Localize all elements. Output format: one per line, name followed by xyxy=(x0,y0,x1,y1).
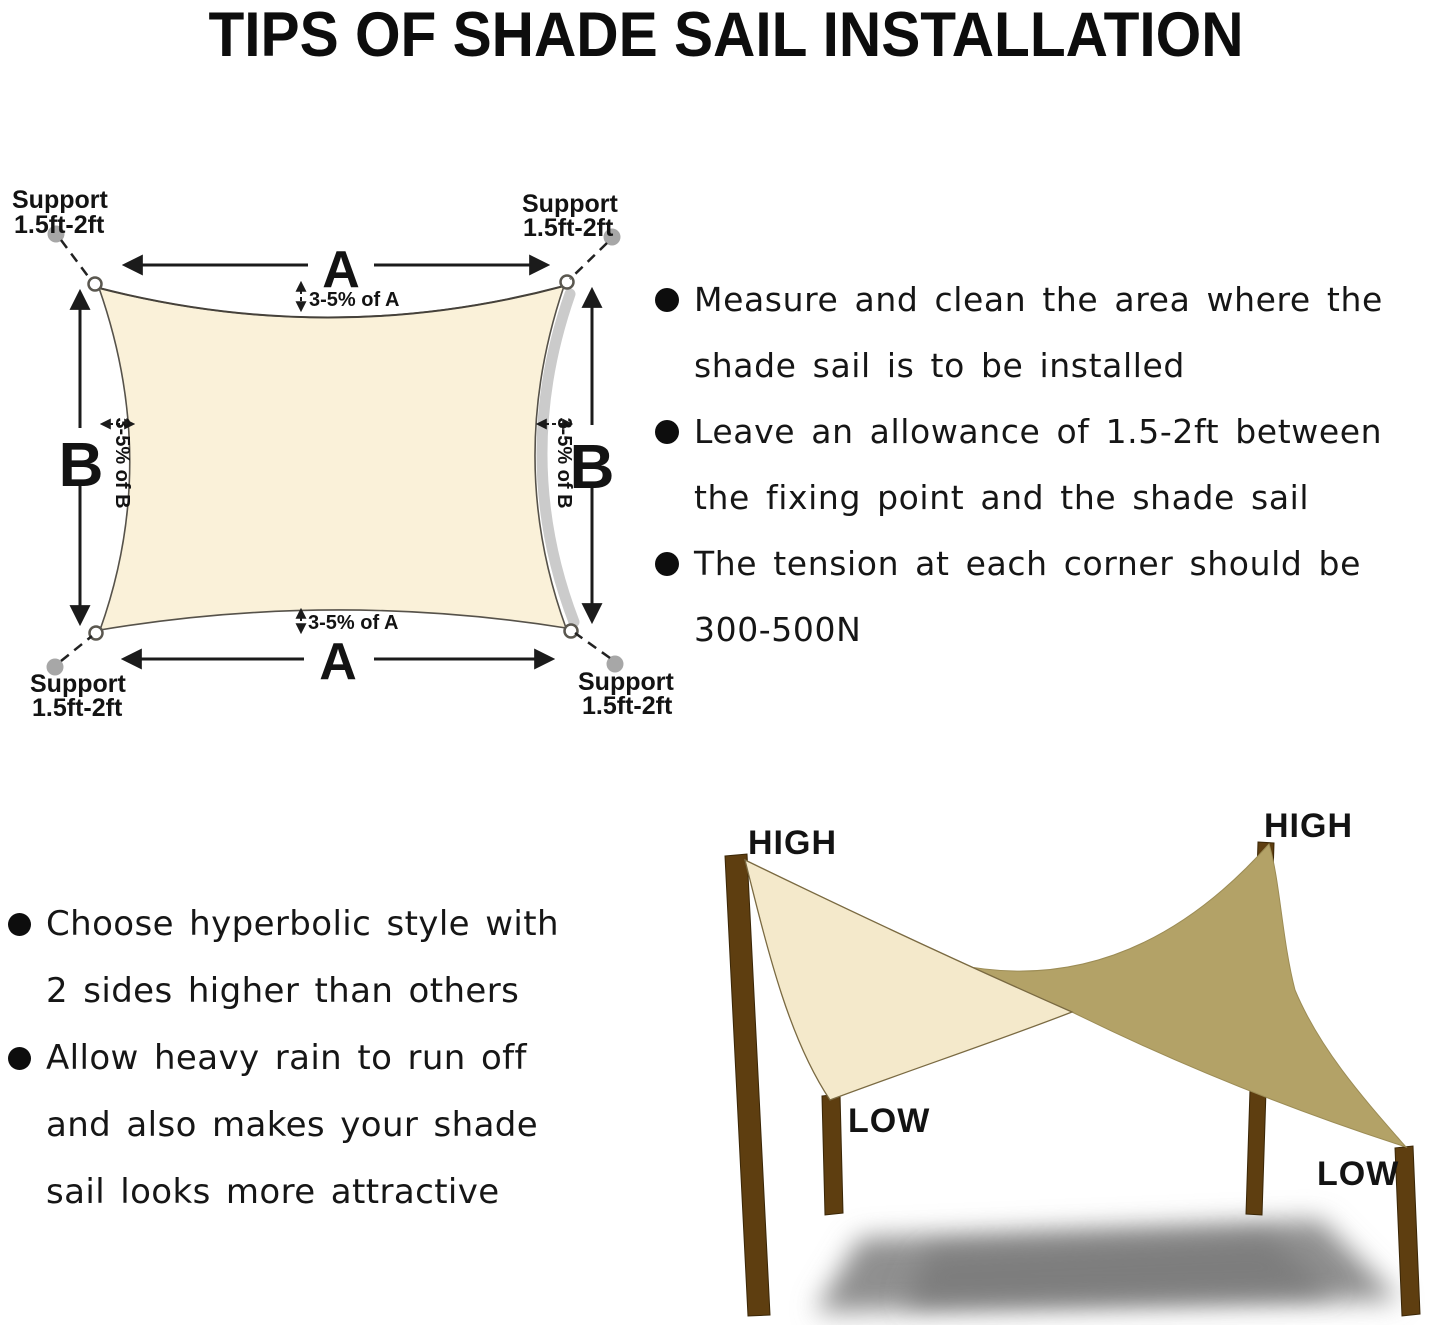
dim-label-b-left: B xyxy=(58,431,104,500)
support-label-top-right xyxy=(522,190,618,242)
bullet-icon xyxy=(8,913,31,936)
support-label-top-left xyxy=(12,186,108,239)
support-label-line1: Support xyxy=(578,668,674,696)
tip-text xyxy=(694,531,1361,663)
list-item xyxy=(8,891,638,1025)
pct-b-label-right: 3-5% of B xyxy=(553,417,575,509)
sail-shape xyxy=(99,286,566,630)
post-low-left xyxy=(822,1094,843,1215)
support-label-bottom-right xyxy=(578,668,674,720)
tip-line: 2 sides higher than others xyxy=(46,971,520,1011)
tip-line: and also makes your shade xyxy=(46,1105,539,1145)
support-label-line2: 1.5ft-2ft xyxy=(14,211,105,239)
dim-label-a-top: A xyxy=(322,241,360,299)
corner-ring-bottom-right xyxy=(565,625,578,638)
tip-line: 300-500N xyxy=(694,610,862,649)
low-label-left: LOW xyxy=(848,1102,931,1140)
tip-text xyxy=(46,891,559,1025)
pct-b-label-left: 3-5% of B xyxy=(111,417,133,509)
bullet-icon xyxy=(655,552,679,576)
bullet-icon xyxy=(8,1047,31,1070)
tip-text xyxy=(694,267,1383,399)
tip-line: the fixing point and the shade sail xyxy=(694,478,1310,517)
high-label-left: HIGH xyxy=(748,824,837,862)
list-item xyxy=(8,1025,638,1226)
list-item xyxy=(655,399,1452,531)
corner-ring-top-right xyxy=(561,276,574,289)
support-label-line2: 1.5ft-2ft xyxy=(582,692,673,720)
support-connector-top-right xyxy=(570,243,607,279)
installation-tips-list xyxy=(655,267,1452,663)
corner-ring-top-left xyxy=(89,278,102,291)
support-label-line2: 1.5ft-2ft xyxy=(523,214,614,242)
pct-a-label-bottom: 3-5% of A xyxy=(308,612,399,634)
support-label-line1: Support xyxy=(12,186,108,214)
bullet-icon xyxy=(655,420,679,444)
tip-line: Choose hyperbolic style with xyxy=(46,904,559,944)
hyperbolic-sail-illustration xyxy=(620,760,1452,1325)
tip-line: shade sail is to be installed xyxy=(694,346,1185,385)
high-label-right: HIGH xyxy=(1264,807,1353,845)
style-tips-list xyxy=(8,891,638,1226)
support-connector-top-left xyxy=(61,240,90,279)
support-connector-bottom-right xyxy=(575,633,610,658)
support-label-line2: 1.5ft-2ft xyxy=(32,694,123,722)
dim-label-a-bottom: A xyxy=(319,633,357,691)
tip-line: Measure and clean the area where the xyxy=(694,280,1383,319)
page-title: TIPS OF SHADE SAIL INSTALLATION xyxy=(208,0,1244,70)
tip-line: The tension at each corner should be xyxy=(694,544,1361,583)
dim-label-b-right: B xyxy=(569,433,615,502)
support-label-line1: Support xyxy=(522,190,618,218)
list-item xyxy=(655,531,1452,663)
pct-a-label-top: 3-5% of A xyxy=(309,289,400,311)
list-item xyxy=(655,267,1452,399)
tip-text xyxy=(46,1025,538,1226)
tip-text xyxy=(694,399,1382,531)
support-label-line1: Support xyxy=(30,670,126,698)
low-label-right: LOW xyxy=(1317,1155,1400,1193)
support-connector-bottom-left xyxy=(61,636,92,661)
support-label-bottom-left xyxy=(30,670,126,722)
tip-line: Allow heavy rain to run off xyxy=(46,1038,527,1078)
tip-line: Leave an allowance of 1.5-2ft between xyxy=(694,412,1383,451)
tip-line: sail looks more attractive xyxy=(46,1172,500,1212)
sail-dimension-diagram xyxy=(0,170,680,730)
bullet-icon xyxy=(655,288,679,312)
